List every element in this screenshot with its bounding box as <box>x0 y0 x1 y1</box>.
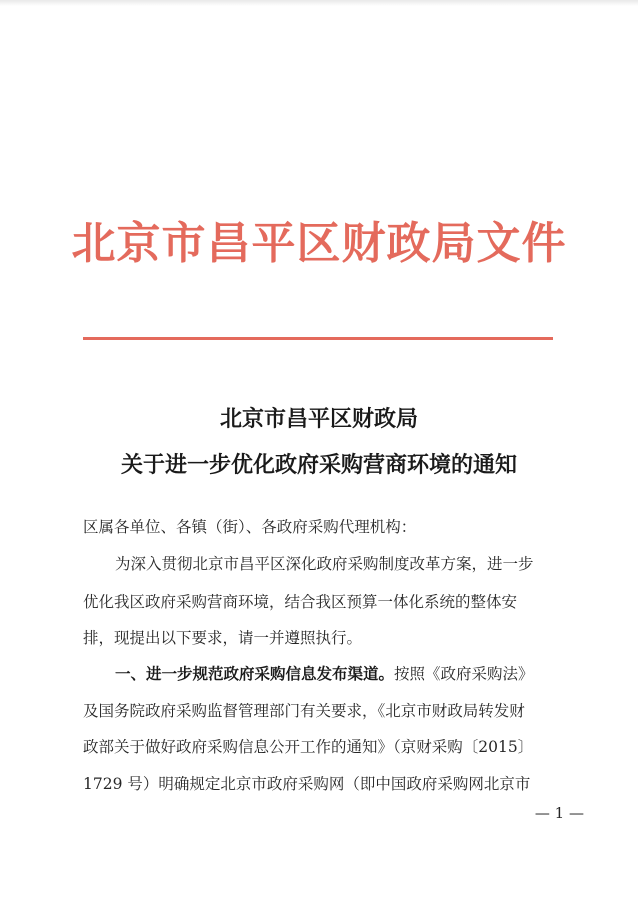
section-1-line-2: 及国务院政府采购监督管理部门有关要求，《北京市财政局转发财 <box>83 702 525 720</box>
intro-paragraph-line-1: 为深入贯彻北京市昌平区深化政府采购制度改革方案，进一步 <box>115 555 534 573</box>
intro-paragraph-line-3: 排，现提出以下要求，请一并遵照执行。 <box>83 629 363 647</box>
section-1-line-4: 1729 号）明确规定北京市政府采购网（即中国政府采购网北京市 <box>83 775 531 793</box>
section-1-line-3: 政部关于做好政府采购信息公开工作的通知》（京财采购〔2015〕 <box>83 738 534 756</box>
red-divider-rule <box>83 337 553 340</box>
notice-title-line-1: 北京市昌平区财政局 <box>219 406 418 432</box>
section-1-first-line <box>115 664 585 684</box>
addressee-line: 区属各单位、各镇（街）、各政府采购代理机构： <box>83 518 417 536</box>
section-1-line-1-text: 按照《政府采购法》 <box>394 665 534 683</box>
page-number: — 1 — <box>534 804 584 822</box>
notice-title-line-2: 关于进一步优化政府采购营商环境的通知 <box>120 452 517 478</box>
scan-edge-shading <box>0 0 638 6</box>
intro-paragraph-line-2: 优化我区政府采购营商环境，结合我区预算一体化系统的整体安 <box>83 593 518 611</box>
section-1-heading: 一、进一步规范政府采购信息发布渠道。 <box>115 664 395 683</box>
agency-file-title: 北京市昌平区财政局文件 <box>71 218 567 269</box>
